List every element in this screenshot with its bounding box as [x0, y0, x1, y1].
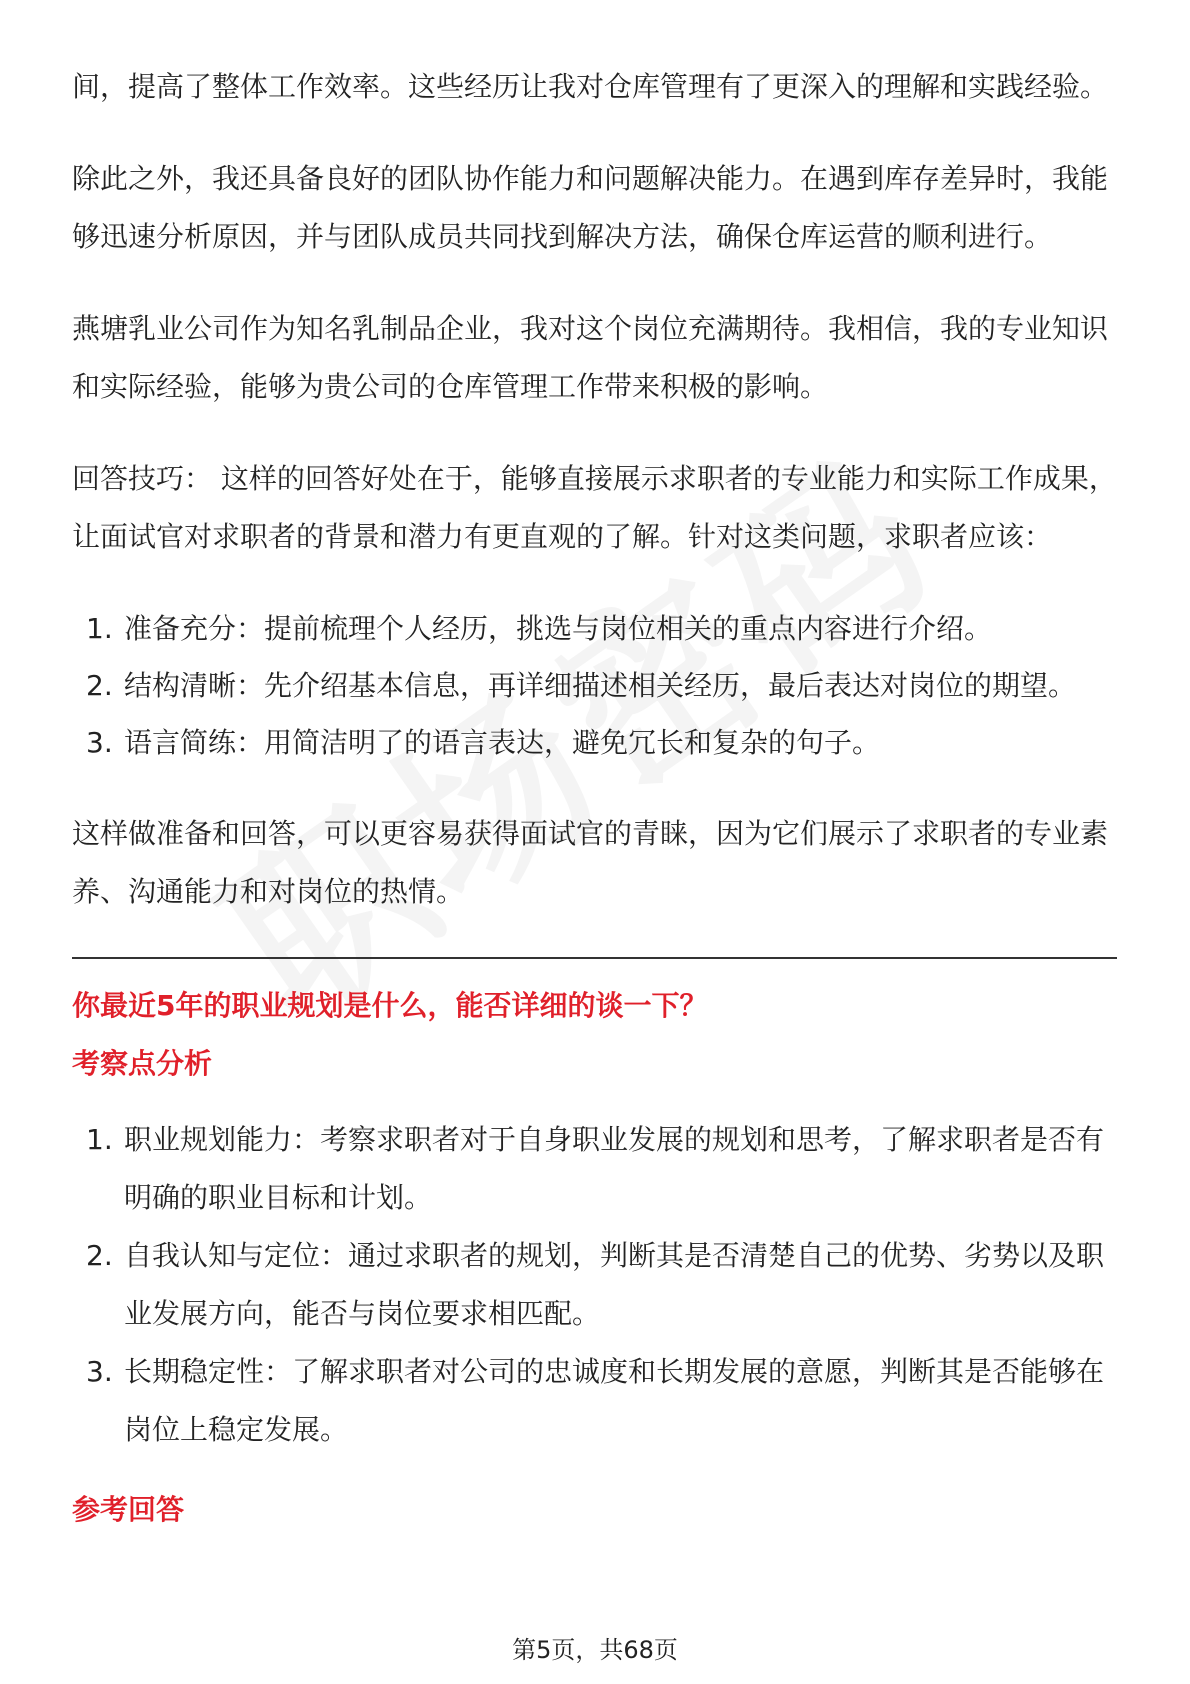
page-footer: 第5页，共68页	[512, 1636, 678, 1664]
paragraph-company: 燕塘乳业公司作为知名乳制品企业，我对这个岗位充满期待。我相信，我的专业知识和实际经验，能够为贵公司的仓库管理工作带来积极的影响。	[72, 312, 1109, 403]
list-number: 1.	[86, 1123, 113, 1156]
paragraph-teamwork: 除此之外，我还具备良好的团队协作能力和问题解决能力。在遇到库存差异时，我能够迅速分析原因，并与团队成员共同找到解决方法，确保仓库运营的顺利进行。	[72, 162, 1109, 253]
list-item-text: 自我认知与定位：通过求职者的规划，判断其是否清楚自己的优势、劣势以及职业发展方向，能否与岗位要求相匹配。	[124, 1239, 1105, 1330]
list-item-text: 职业规划能力：考察求职者对于自身职业发展的规划和思考，了解求职者是否有明确的职业目标和计划。	[124, 1123, 1105, 1214]
paragraph-answer-tips: 回答技巧： 这样的回答好处在于，能够直接展示求职者的专业能力和实际工作成果，让面试官对求职者的背景和潜力有更直观的了解。针对这类问题，求职者应该：	[72, 462, 1117, 553]
list-number: 2.	[86, 669, 113, 702]
list-item-text: 长期稳定性：了解求职者对公司的忠诚度和长期发展的意愿，判断其是否能够在岗位上稳定发展。	[124, 1355, 1105, 1446]
list-item	[72, 1227, 1117, 1343]
list-number: 3.	[86, 726, 113, 759]
tips-list	[72, 600, 1117, 771]
list-item	[72, 657, 1117, 714]
list-item-text: 准备充分：提前梳理个人经历，挑选与岗位相关的重点内容进行介绍。	[124, 612, 993, 645]
section-divider	[72, 957, 1117, 959]
list-number: 1.	[86, 612, 113, 645]
page-content	[72, 58, 1117, 1539]
list-item	[72, 600, 1117, 657]
answer-heading: 参考回答	[72, 1493, 185, 1526]
analysis-list	[72, 1111, 1117, 1459]
list-item	[72, 714, 1117, 771]
list-item-text: 语言简练：用简洁明了的语言表达，避免冗长和复杂的句子。	[124, 726, 881, 759]
list-item-text: 结构清晰：先介绍基本信息，再详细描述相关经历，最后表达对岗位的期望。	[124, 669, 1077, 702]
analysis-heading: 考察点分析	[72, 1047, 213, 1080]
list-item	[72, 1343, 1117, 1459]
list-item	[72, 1111, 1117, 1227]
list-number: 2.	[86, 1239, 113, 1272]
list-number: 3.	[86, 1355, 113, 1388]
question-heading: 你最近5年的职业规划是什么，能否详细的谈一下？	[72, 989, 708, 1022]
paragraph-experience: 间，提高了整体工作效率。这些经历让我对仓库管理有了更深入的理解和实践经验。	[72, 70, 1109, 103]
paragraph-conclusion: 这样做准备和回答，可以更容易获得面试官的青睐，因为它们展示了求职者的专业素养、沟通能力和对岗位的热情。	[72, 817, 1109, 908]
